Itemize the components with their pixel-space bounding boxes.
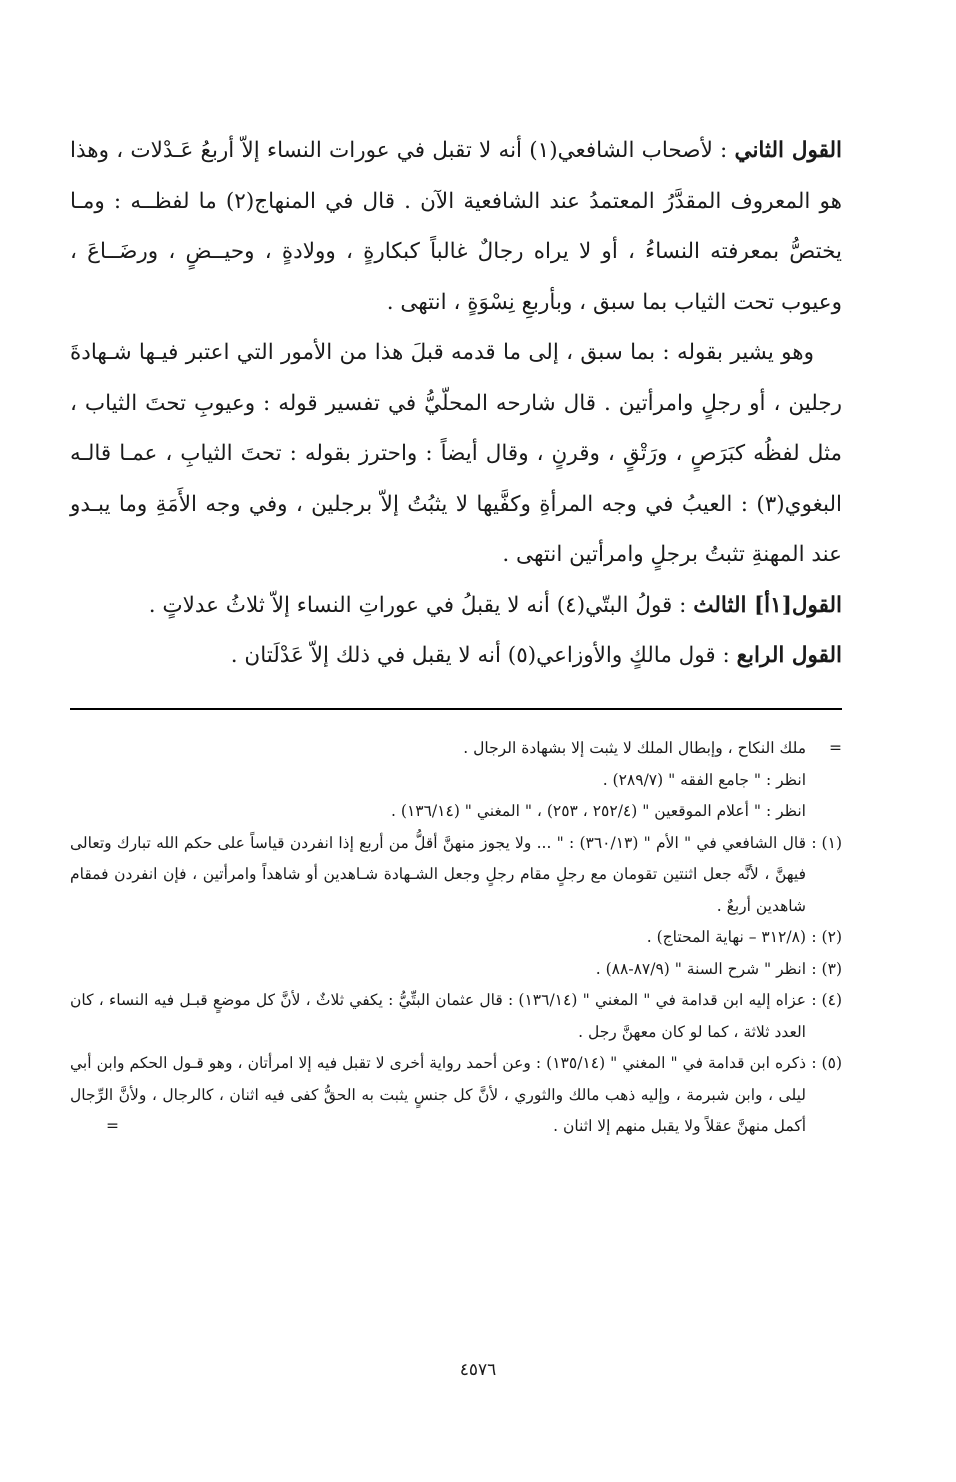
footnote-mark: (١) :: [811, 833, 842, 852]
paragraph-lead: القول الثاني: [734, 138, 842, 163]
footnotes: [70, 733, 842, 1143]
continuation-line: انظر : " أعلام الموقعين " (٢٥٢/٤ ، ٢٥٣) ، " المغني " (١٣٦/١٤) .: [391, 802, 806, 820]
footnote-text: ذكره ابن قدامة في " المغني " (١٣٥/١٤) : وعن أحمد رواية أخرى لا تقبل فيه إلا امرأتان ، وهو قـول الحكم وابن أبي ليلى ، وابن شبرمة ، وإليه ذهب مالك والثوري ، لأنَّ كل جنسٍ يثبت به الحقُّ كفى فيه اثنان ، كالرجال ، ولأنَّ الرِّجال أكمل منهنَّ عقلاً ولا يقبل منهم إلا اثنان .: [70, 1054, 806, 1135]
footnote-mark: (٢) :: [811, 928, 842, 946]
paragraph-text: : لأصحاب الشافعي(١) أنه لا تقبل في عورات النساء إلاّ أربعُ عَـدْلات ، وهذا هو المعروف المقدَّرُ المعتمدُ عند الشافعية الآن . قال في المنهاج(٢) ما لفظــه : ومـا يختصُّ بمعرفته النساءُ ، أو لا يراه رجالٌ غالباً كبكارةٍ ، وولادةٍ ، وحيــضٍ ، ورضَــاعَ ، وعيوب تحت الثياب بما سبق ، وبأربعِ نِسْوَةٍ ، انتهى .: [70, 138, 842, 315]
footnote-text: (٣١٢/٨ – نهاية المحتاج) .: [646, 928, 806, 946]
page-number: ٤٥٧٦: [459, 1360, 497, 1380]
trailing-continuation-mark: =: [106, 1117, 119, 1135]
continuation-line: انظر : " جامع الفقه " (٢٨٩/٧) .: [602, 770, 806, 789]
footnote-2: [70, 922, 842, 954]
paragraph-explanation: [70, 328, 842, 581]
paragraph-text: وهو يشير بقوله : بما سبق ، إلى ما قدمه قبلَ هذا من الأمور التي اعتبر فيـها شـهادةَ رجلين ، أو رجلٍ وامرأتين . قال شارحه المحلّيُّ في تفسير قوله : وعيوبِ تحتَ الثياب ، مثل لفظُه كبَرَصٍ ، ورَتْقٍ ، وقرنٍ ، وقال أيضاً : واحترز بقوله : تحتَ الثيابِ ، عمـا قالـه البغوي(٣) : العيبُ في وجه المرأةِ وكفَّيها لا يثبُتُ إلاّ برجلين ، وفي وجه الأَمَةِ وما يبـدو عند المهنةِ تثبتُ برجلٍ وامرأتين انتهى .: [70, 340, 842, 567]
footnote-mark: (٤) :: [811, 991, 842, 1009]
paragraph-fourth-opinion: [70, 631, 842, 682]
continuation-line: ملك النكاح ، وإبطال الملك لا يثبت إلا بشهادة الرجال .: [463, 739, 806, 757]
footnote-1: [70, 828, 842, 923]
footnote-text: انظر " شرح السنة " (٨٧/٩-٨٨) .: [595, 959, 806, 978]
paragraph-lead: القول الرابع: [736, 643, 842, 668]
footnote-3: [70, 954, 842, 986]
footnote-separator: [70, 708, 842, 710]
main-text: [70, 126, 842, 682]
footnote-mark: (٣) :: [811, 959, 842, 978]
paragraph-second-opinion: [70, 126, 842, 328]
footnote-text: عزاه إليه ابن قدامة في " المغني " (١٣٦/١٤) : قال عثمان البتِّيُّ : يكفي ثلاثٌ ، لأنَّ كل موضعٍ قبـل فيه النساء ، كان العدد ثلاثة ، كما لو كان معهنَّ رجل .: [70, 991, 806, 1041]
continuation-mark: =: [829, 739, 842, 757]
footnote-continuation: [70, 733, 842, 828]
footnote-5: [70, 1048, 842, 1143]
paragraph-text: : قولُ البتّي(٤) أنه لا يقبلُ في عوراتِ النساء إلاّ ثلاثُ عدلاتٍ .: [148, 592, 687, 618]
footnote-mark: (٥) :: [811, 1054, 842, 1072]
paragraph-text: : قول مالكٍ والأوزاعي(٥) أنه لا يقبل في ذلك إلاّ عَدْلَتان .: [230, 643, 730, 668]
paragraph-third-opinion: [70, 581, 842, 632]
footnote-4: [70, 985, 842, 1048]
paragraph-lead: القول[١أ] الثالث: [693, 592, 842, 618]
footnote-text: قال الشافعي في " الأم " (٣٦٠/١٣) : " ... ولا يجوز منهنَّ أقلُّ من أربع إذا انفردن قياساً على حكم الله تبارك وتعالى فيهنَّ ، لأنَّه جعل اثنتين تقومان مع رجلٍ مقام رجلٍ وجعل الشـهادة شـاهدين أو شاهداً وامرأتين ، فإن انفردن فمقام شاهدين أربعٌ .: [70, 833, 807, 915]
